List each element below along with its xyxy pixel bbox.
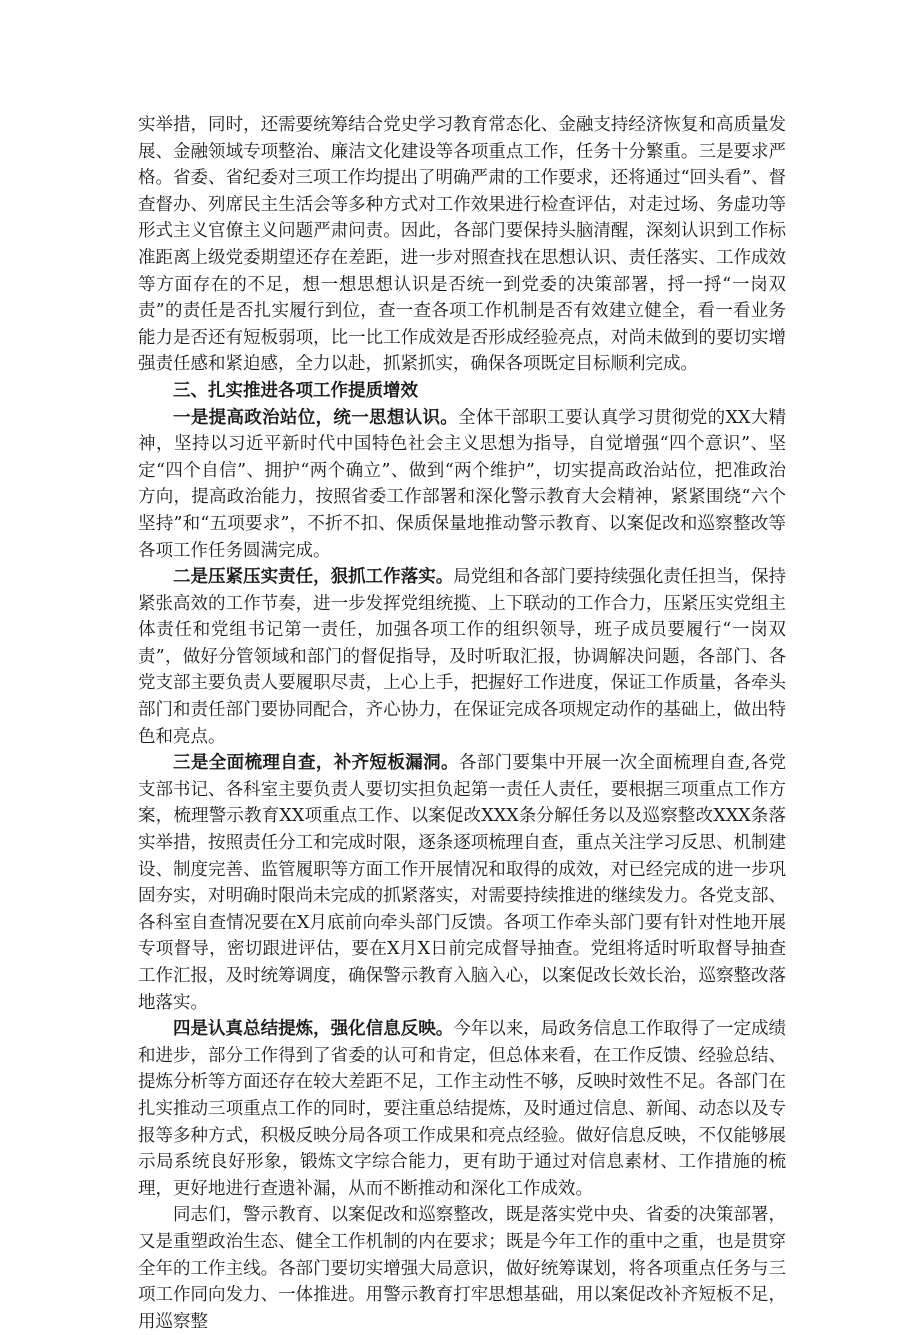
- item-lead-1: 一是提高政治站位，统一思想认识。: [173, 407, 459, 428]
- item-body-3: 各部门要集中开展一次全面梳理自查,各党支部书记、各科室主要负责人要切实担负起第一责任人责任，要根据三项重点工作方案，梳理警示教育XX项重点工作、以案促改XXX条分解任务以及巡察整改XXX条落实举措，按照责任分工和完成时限，逐条逐项梳理自查，重点关注学习反思、机制建设、制度完善、监管履职等方面工作开展情况和取得的成效，对已经完成的进一步巩固夯实，对明确时限尚未完成的抓紧落实，对需要持续推进的继续发力。各党支部、各科室自查情况要在X月底前向牵头部门反馈。各项工作牵头部门要有针对性地开展专项督导，密切跟进评估，要在X月X日前完成督导抽查。党组将适时听取督导抽查工作汇报，及时统筹调度，确保警示教育入脑入心，以案促改长效长治，巡察整改落地落实。: [138, 753, 787, 1013]
- item-paragraph-2: [138, 564, 786, 750]
- item-paragraph-1: [138, 405, 786, 565]
- item-body-2: 局党组和各部门要持续强化责任担当，保持紧张高效的工作节奏，进一步发挥党组统揽、上下联动的工作合力，压紧压实党组主体责任和党组书记第一责任，加强各项工作的组织领导，班子成员要履行“一岗双责”，做好分管领域和部门的督促指导，及时听取汇报，协调解决问题，各部门、各党支部主要负责人要履职尽责，上心上手，把握好工作进度，保证工作质量，各牵头部门和责任部门要协同配合，齐心协力，在保证完成各项规定动作的基础上，做出特色和亮点。: [138, 567, 786, 747]
- item-lead-3: 三是全面梳理自查，补齐短板漏洞。: [173, 753, 459, 774]
- item-paragraph-4: [138, 1016, 786, 1202]
- item-lead-2: 二是压紧压实责任，狠抓工作落实。: [173, 567, 454, 588]
- item-paragraph-3: [138, 750, 786, 1016]
- item-body-1: 全体干部职工要认真学习贯彻党的XX大精神，坚持以习近平新时代中国特色社会主义思想为指导，自觉增强“四个意识”、坚定“四个自信”、拥护“两个确立”、做到“两个维护”，切实提高政治站位，把准政治方向，提高政治能力，按照省委工作部署和深化警示教育大会精神，紧紧围绕“六个坚持”和“五项要求”，不折不扣、保质保量地推动警示教育、以案促改和巡察整改等各项工作任务圆满完成。: [138, 407, 787, 561]
- section-heading: 三、扎实推进各项工作提质增效: [173, 380, 418, 401]
- document-page: [138, 112, 786, 1335]
- closing-paragraph: 同志们，警示教育、以案促改和巡察整改，既是落实党中央、省委的决策部署，又是重塑政治生态、健全工作机制的内在要求；既是今年工作的重中之重，也是贯穿全年的工作主线。各部门要切实增强大局意识，做好统筹谋划，将各项重点任务与三项工作同向发力、一体推进。用警示教育打牢思想基础，用以案促改补齐短板不足，用巡察整: [138, 1205, 786, 1332]
- item-lead-4: 四是认真总结提炼，强化信息反映。: [173, 1019, 454, 1040]
- continuation-paragraph: 实举措，同时，还需要统筹结合党史学习教育常态化、金融支持经济恢复和高质量发展、金融领域专项整治、廉洁文化建设等各项重点工作，任务十分繁重。三是要求严格。省委、省纪委对三项工作均提出了明确严肃的工作要求，还将通过“回头看”、督查督办、列席民主生活会等多种方式对工作效果进行检查评估，对走过场、务虚功等形式主义官僚主义问题严肃问责。因此，各部门要保持头脑清醒，深刻认识到工作标准距离上级党委期望还存在差距，进一步对照查找在思想认识、责任落实、工作成效等方面存在的不足，想一想思想认识是否统一到党委的决策部署，捋一捋“一岗双责”的责任是否扎实履行到位，查一查各项工作机制是否有效建立健全，看一看业务能力是否还有短板弱项，比一比工作成效是否形成经验亮点，对尚未做到的要切实增强责任感和紧迫感，全力以赴，抓紧抓实，确保各项既定目标顺利完成。: [138, 115, 786, 375]
- item-body-4: 今年以来，局政务信息工作取得了一定成绩和进步，部分工作得到了省委的认可和肯定，但总体来看，在工作反馈、经验总结、提炼分析等方面还存在较大差距不足，工作主动性不够，反映时效性不足。各部门在扎实推动三项重点工作的同时，要注重总结提炼，及时通过信息、新闻、动态以及专报等多种方式，积极反映分局各项工作成果和亮点经验。做好信息反映，不仅能够展示局系统良好形象，锻炼文字综合能力，更有助于通过对信息素材、工作措施的梳理，更好地进行查遗补漏，从而不断推动和深化工作成效。: [138, 1019, 786, 1199]
